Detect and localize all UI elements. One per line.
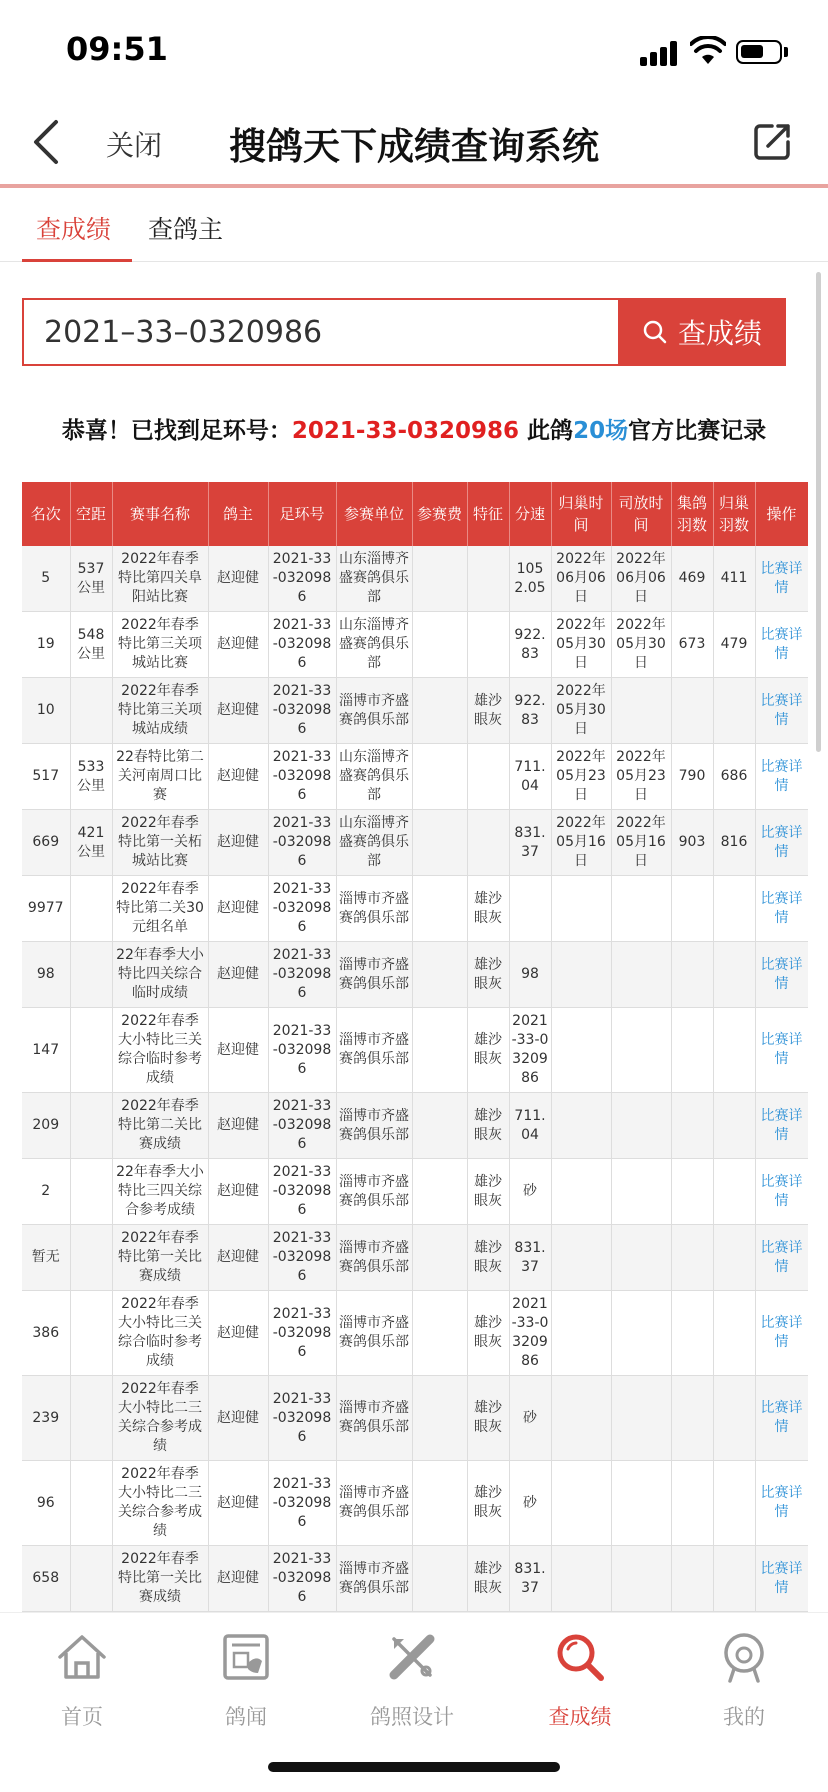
table-cell: [713, 876, 755, 942]
tabbar-item-news[interactable]: [186, 1629, 306, 1731]
table-cell: 砂: [509, 1461, 551, 1546]
table-cell: [70, 876, 112, 942]
table-row: [22, 1461, 808, 1546]
table-cell: [671, 942, 713, 1008]
table-cell: 赵迎健: [208, 876, 268, 942]
table-cell: 砂: [509, 1376, 551, 1461]
table-cell: 雄沙眼灰: [467, 1008, 509, 1093]
results-table-container: [22, 482, 808, 1612]
race-detail-link[interactable]: 比赛详情: [755, 1546, 808, 1612]
table-cell: 2021-33-0320986: [268, 1159, 336, 1225]
table-cell: 2021-33-0320986: [268, 1093, 336, 1159]
table-row: [22, 678, 808, 744]
table-cell: [70, 1461, 112, 1546]
table-cell: 711.04: [509, 1093, 551, 1159]
table-cell: 2022年05月30日: [551, 678, 611, 744]
table-cell: 2022年春季特比第三关项城站成绩: [112, 678, 208, 744]
table-cell: 赵迎健: [208, 810, 268, 876]
table-cell: [412, 1546, 467, 1612]
table-cell: 赵迎健: [208, 1225, 268, 1291]
table-cell: 雄沙眼灰: [467, 1093, 509, 1159]
table-cell: 2022年春季特比第三关项城站比赛: [112, 612, 208, 678]
table-cell: [412, 1008, 467, 1093]
table-cell: [509, 876, 551, 942]
table-cell: 雄沙眼灰: [467, 1376, 509, 1461]
table-cell: 赵迎健: [208, 1008, 268, 1093]
result-ring: 2021-33-0320986: [291, 418, 520, 444]
table-cell: [551, 1376, 611, 1461]
table-cell: 山东淄博齐盛赛鸽俱乐部: [336, 612, 412, 678]
nav-bar: [0, 100, 828, 188]
table-cell: [713, 1546, 755, 1612]
table-cell: [551, 876, 611, 942]
table-row: [22, 1093, 808, 1159]
table-cell: 雄沙眼灰: [467, 1461, 509, 1546]
table-cell: 2022年05月30日: [551, 612, 611, 678]
table-cell: 淄博市齐盛赛鸽俱乐部: [336, 876, 412, 942]
table-cell: [551, 1546, 611, 1612]
table-cell: [671, 1461, 713, 1546]
table-cell: [412, 876, 467, 942]
table-cell: 2022年春季大小特比三关综合临时参考成绩: [112, 1291, 208, 1376]
table-cell: 533公里: [70, 744, 112, 810]
table-row: [22, 810, 808, 876]
table-cell: 2022年春季特比第二关比赛成绩: [112, 1093, 208, 1159]
table-cell: [70, 1225, 112, 1291]
table-cell: 2022年春季大小特比二三关综合参考成绩: [112, 1461, 208, 1546]
table-cell: 2022年春季大小特比二三关综合参考成绩: [112, 1376, 208, 1461]
table-cell: 2: [22, 1159, 70, 1225]
table-cell: 537公里: [70, 546, 112, 612]
table-cell: [671, 678, 713, 744]
home-indicator: [268, 1762, 560, 1772]
table-cell: [412, 1461, 467, 1546]
table-row: [22, 612, 808, 678]
table-row: [22, 942, 808, 1008]
result-suffix: 官方比赛记录: [628, 418, 767, 444]
table-cell: [611, 1225, 671, 1291]
table-cell: [611, 942, 671, 1008]
table-cell: 赵迎健: [208, 1461, 268, 1546]
table-cell: 903: [671, 810, 713, 876]
scrollbar[interactable]: [816, 272, 821, 752]
table-cell: 2022年春季特比第一关比赛成绩: [112, 1546, 208, 1612]
table-cell: 2021-33-0320986: [268, 612, 336, 678]
query-tabs: [0, 200, 828, 262]
battery-icon: [736, 40, 782, 64]
table-cell: [412, 810, 467, 876]
table-cell: 雄沙眼灰: [467, 678, 509, 744]
race-detail-link[interactable]: 比赛详情: [755, 1376, 808, 1461]
table-cell: 雄沙眼灰: [467, 1546, 509, 1612]
search-button-label: 查成绩: [677, 317, 762, 350]
table-cell: 赵迎健: [208, 744, 268, 810]
table-cell: 479: [713, 612, 755, 678]
table-cell: 658: [22, 1546, 70, 1612]
table-cell: 98: [22, 942, 70, 1008]
table-cell: 669: [22, 810, 70, 876]
tab-active-indicator: [22, 259, 132, 262]
table-cell: [551, 1225, 611, 1291]
table-cell: [611, 876, 671, 942]
table-cell: 2021-33-0320986: [268, 1461, 336, 1546]
table-cell: 赵迎健: [208, 1159, 268, 1225]
table-row: [22, 1291, 808, 1376]
table-cell: 2021-33-0320986: [268, 1376, 336, 1461]
table-cell: 砂: [509, 1159, 551, 1225]
table-cell: [671, 1159, 713, 1225]
table-cell: [412, 1159, 467, 1225]
table-cell: 2022年05月30日: [611, 612, 671, 678]
column-header: 集鸽羽数: [671, 482, 713, 546]
table-cell: [412, 1291, 467, 1376]
table-cell: 赵迎健: [208, 612, 268, 678]
table-cell: [70, 942, 112, 1008]
column-header: 司放时间: [611, 482, 671, 546]
tabbar-item-design[interactable]: [352, 1629, 472, 1731]
result-count: 20场: [573, 418, 629, 444]
table-cell: [70, 1093, 112, 1159]
table-cell: 2022年05月16日: [551, 810, 611, 876]
table-cell: [70, 1008, 112, 1093]
table-cell: [671, 1546, 713, 1612]
race-detail-link[interactable]: 比赛详情: [755, 1159, 808, 1225]
table-cell: 2022年春季特比第四关阜阳站比赛: [112, 546, 208, 612]
table-cell: [713, 1225, 755, 1291]
search-box: [22, 298, 618, 366]
table-cell: [467, 810, 509, 876]
table-cell: [70, 1159, 112, 1225]
table-cell: [611, 1008, 671, 1093]
table-cell: [713, 1461, 755, 1546]
table-cell: 22年春季大小特比三四关综合参考成绩: [112, 1159, 208, 1225]
page-title: 搜鸽天下成绩查询系统: [229, 125, 599, 168]
race-detail-link[interactable]: 比赛详情: [755, 1461, 808, 1546]
table-cell: 赵迎健: [208, 1093, 268, 1159]
table-cell: 2022年春季特比第一关柘城站比赛: [112, 810, 208, 876]
table-cell: 雄沙眼灰: [467, 1159, 509, 1225]
table-cell: 831.37: [509, 1546, 551, 1612]
table-cell: 98: [509, 942, 551, 1008]
race-detail-link[interactable]: 比赛详情: [755, 942, 808, 1008]
column-header: 参赛单位: [336, 482, 412, 546]
table-cell: 2021-33-0320986: [268, 1546, 336, 1612]
table-header-row: [22, 482, 808, 546]
column-header: 鸽主: [208, 482, 268, 546]
race-detail-link[interactable]: 比赛详情: [755, 612, 808, 678]
table-row: [22, 546, 808, 612]
table-cell: [713, 1376, 755, 1461]
table-cell: 411: [713, 546, 755, 612]
table-cell: [551, 942, 611, 1008]
table-cell: [611, 1159, 671, 1225]
table-cell: 2022年春季大小特比三关综合临时参考成绩: [112, 1008, 208, 1093]
tabbar-label: 首页: [61, 1705, 103, 1729]
table-cell: 5: [22, 546, 70, 612]
table-cell: [412, 612, 467, 678]
table-cell: [412, 678, 467, 744]
table-cell: [412, 1093, 467, 1159]
race-detail-link[interactable]: 比赛详情: [755, 876, 808, 942]
table-cell: 421公里: [70, 810, 112, 876]
race-detail-link[interactable]: 比赛详情: [755, 810, 808, 876]
tabbar-item-profile[interactable]: [684, 1629, 804, 1731]
table-cell: 548公里: [70, 612, 112, 678]
table-cell: [713, 1093, 755, 1159]
tabbar-label: 鸽照设计: [370, 1705, 454, 1729]
race-detail-link[interactable]: 比赛详情: [755, 546, 808, 612]
table-cell: 2021-33-0320986: [268, 876, 336, 942]
table-cell: [551, 1291, 611, 1376]
search-input[interactable]: [24, 300, 618, 364]
table-cell: 469: [671, 546, 713, 612]
table-cell: 山东淄博齐盛赛鸽俱乐部: [336, 546, 412, 612]
race-detail-link[interactable]: 比赛详情: [755, 1008, 808, 1093]
table-cell: 147: [22, 1008, 70, 1093]
table-row: [22, 1376, 808, 1461]
wifi-icon: [690, 36, 726, 66]
table-cell: 10: [22, 678, 70, 744]
result-mid: 此鸽: [519, 418, 574, 444]
table-cell: 淄博市齐盛赛鸽俱乐部: [336, 678, 412, 744]
table-cell: 雄沙眼灰: [467, 876, 509, 942]
table-cell: [713, 1159, 755, 1225]
column-header: 操作: [755, 482, 808, 546]
result-summary: [0, 412, 828, 445]
table-row: [22, 1008, 808, 1093]
table-cell: 922.83: [509, 612, 551, 678]
column-header: 足环号: [268, 482, 336, 546]
table-cell: 239: [22, 1376, 70, 1461]
table-cell: [611, 1461, 671, 1546]
table-cell: [467, 612, 509, 678]
table-cell: 淄博市齐盛赛鸽俱乐部: [336, 1376, 412, 1461]
table-cell: 19: [22, 612, 70, 678]
table-cell: [713, 942, 755, 1008]
race-detail-link[interactable]: 比赛详情: [755, 744, 808, 810]
table-cell: [551, 1008, 611, 1093]
table-cell: [551, 1461, 611, 1546]
table-body: [22, 546, 808, 1612]
table-cell: 22年春季大小特比四关综合临时成绩: [112, 942, 208, 1008]
table-cell: 淄博市齐盛赛鸽俱乐部: [336, 1008, 412, 1093]
table-cell: [412, 546, 467, 612]
battery-cap: [784, 47, 788, 57]
table-cell: 2021-33-0320986: [268, 546, 336, 612]
table-cell: [611, 678, 671, 744]
table-cell: [713, 1291, 755, 1376]
table-cell: 2021-33-0320986: [268, 942, 336, 1008]
search-button[interactable]: [618, 298, 786, 366]
search-icon: [642, 319, 668, 345]
table-cell: 赵迎健: [208, 1291, 268, 1376]
table-cell: 2022年春季特比第一关比赛成绩: [112, 1225, 208, 1291]
table-cell: 2021-33-0320986: [509, 1291, 551, 1376]
table-cell: 2021-33-0320986: [268, 744, 336, 810]
share-icon[interactable]: [752, 120, 794, 162]
table-cell: 517: [22, 744, 70, 810]
table-cell: 雄沙眼灰: [467, 1225, 509, 1291]
table-row: [22, 744, 808, 810]
table-cell: [70, 1546, 112, 1612]
table-cell: [611, 1093, 671, 1159]
table-cell: 831.37: [509, 1225, 551, 1291]
search-results-icon: [552, 1629, 608, 1685]
table-cell: [412, 744, 467, 810]
news-icon: [218, 1629, 274, 1685]
table-cell: 淄博市齐盛赛鸽俱乐部: [336, 1225, 412, 1291]
close-button[interactable]: 关闭: [106, 129, 163, 162]
table-cell: 2022年春季特比第二关30元组名单: [112, 876, 208, 942]
tabbar-item-home[interactable]: [22, 1629, 142, 1731]
table-cell: [713, 1008, 755, 1093]
table-cell: [671, 876, 713, 942]
table-cell: 2022年05月16日: [611, 810, 671, 876]
table-cell: 山东淄博齐盛赛鸽俱乐部: [336, 810, 412, 876]
tab-results[interactable]: 查成绩: [36, 215, 112, 244]
table-cell: [70, 678, 112, 744]
table-cell: [70, 1291, 112, 1376]
table-cell: 2022年05月23日: [551, 744, 611, 810]
table-cell: [551, 1093, 611, 1159]
status-time: 09:51: [66, 30, 168, 68]
table-row: [22, 1159, 808, 1225]
tab-owner[interactable]: 查鸽主: [148, 215, 224, 244]
table-cell: 赵迎健: [208, 678, 268, 744]
table-cell: 790: [671, 744, 713, 810]
status-bar: [0, 0, 828, 100]
table-cell: 2021-33-0320986: [268, 678, 336, 744]
table-cell: 淄博市齐盛赛鸽俱乐部: [336, 1546, 412, 1612]
table-cell: [551, 1159, 611, 1225]
column-header: 归巢时间: [551, 482, 611, 546]
table-cell: 2021-33-0320986: [268, 1291, 336, 1376]
table-cell: [671, 1376, 713, 1461]
table-cell: 2022年05月23日: [611, 744, 671, 810]
column-header: 特征: [467, 482, 509, 546]
table-cell: 淄博市齐盛赛鸽俱乐部: [336, 1291, 412, 1376]
table-cell: 711.04: [509, 744, 551, 810]
result-prefix: 恭喜！已找到足环号：: [61, 418, 292, 444]
table-cell: [671, 1225, 713, 1291]
table-cell: 686: [713, 744, 755, 810]
table-cell: 淄博市齐盛赛鸽俱乐部: [336, 1159, 412, 1225]
table-cell: [467, 744, 509, 810]
results-table: [22, 482, 808, 1612]
table-cell: [467, 546, 509, 612]
column-header: 赛事名称: [112, 482, 208, 546]
table-cell: 922.83: [509, 678, 551, 744]
race-detail-link[interactable]: 比赛详情: [755, 1291, 808, 1376]
table-cell: 2021-33-0320986: [268, 810, 336, 876]
table-cell: 淄博市齐盛赛鸽俱乐部: [336, 942, 412, 1008]
table-cell: 2021-33-0320986: [268, 1225, 336, 1291]
table-cell: 1052.05: [509, 546, 551, 612]
table-cell: [713, 678, 755, 744]
table-cell: [671, 1093, 713, 1159]
tabbar-label: 查成绩: [548, 1705, 612, 1729]
table-cell: 386: [22, 1291, 70, 1376]
table-cell: 赵迎健: [208, 942, 268, 1008]
table-cell: [412, 1225, 467, 1291]
race-detail-link[interactable]: 比赛详情: [755, 1225, 808, 1291]
table-cell: 209: [22, 1093, 70, 1159]
table-cell: [70, 1376, 112, 1461]
table-cell: 赵迎健: [208, 1376, 268, 1461]
table-cell: 暂无: [22, 1225, 70, 1291]
column-header: 名次: [22, 482, 70, 546]
table-cell: 22春特比第二关河南周口比赛: [112, 744, 208, 810]
table-row: [22, 1546, 808, 1612]
signal-icon: [640, 40, 680, 66]
table-cell: 雄沙眼灰: [467, 942, 509, 1008]
table-cell: 673: [671, 612, 713, 678]
table-cell: 山东淄博齐盛赛鸽俱乐部: [336, 744, 412, 810]
table-row: [22, 876, 808, 942]
tabbar-label: 鸽闻: [225, 1705, 267, 1729]
column-header: 分速: [509, 482, 551, 546]
column-header: 参赛费: [412, 482, 467, 546]
table-cell: [611, 1376, 671, 1461]
profile-icon: [716, 1629, 772, 1685]
table-row: [22, 1225, 808, 1291]
table-cell: 831.37: [509, 810, 551, 876]
table-cell: [412, 1376, 467, 1461]
table-cell: 雄沙眼灰: [467, 1291, 509, 1376]
table-cell: 2022年06月06日: [551, 546, 611, 612]
table-cell: 9977: [22, 876, 70, 942]
table-cell: 2021-33-0320986: [509, 1008, 551, 1093]
column-header: 归巢羽数: [713, 482, 755, 546]
table-cell: [611, 1546, 671, 1612]
table-cell: 2021-33-0320986: [268, 1008, 336, 1093]
table-cell: [671, 1291, 713, 1376]
home-icon: [54, 1629, 110, 1685]
table-cell: 2022年06月06日: [611, 546, 671, 612]
table-cell: 816: [713, 810, 755, 876]
race-detail-link[interactable]: 比赛详情: [755, 1093, 808, 1159]
design-icon: [384, 1629, 440, 1685]
table-cell: 淄博市齐盛赛鸽俱乐部: [336, 1461, 412, 1546]
table-cell: 96: [22, 1461, 70, 1546]
table-cell: [611, 1291, 671, 1376]
table-cell: [671, 1008, 713, 1093]
table-cell: [412, 942, 467, 1008]
table-cell: 赵迎健: [208, 546, 268, 612]
column-header: 空距: [70, 482, 112, 546]
table-cell: 淄博市齐盛赛鸽俱乐部: [336, 1093, 412, 1159]
tabbar-item-results[interactable]: [520, 1629, 640, 1731]
tabbar-label: 我的: [723, 1705, 765, 1729]
table-cell: 赵迎健: [208, 1546, 268, 1612]
race-detail-link[interactable]: 比赛详情: [755, 678, 808, 744]
